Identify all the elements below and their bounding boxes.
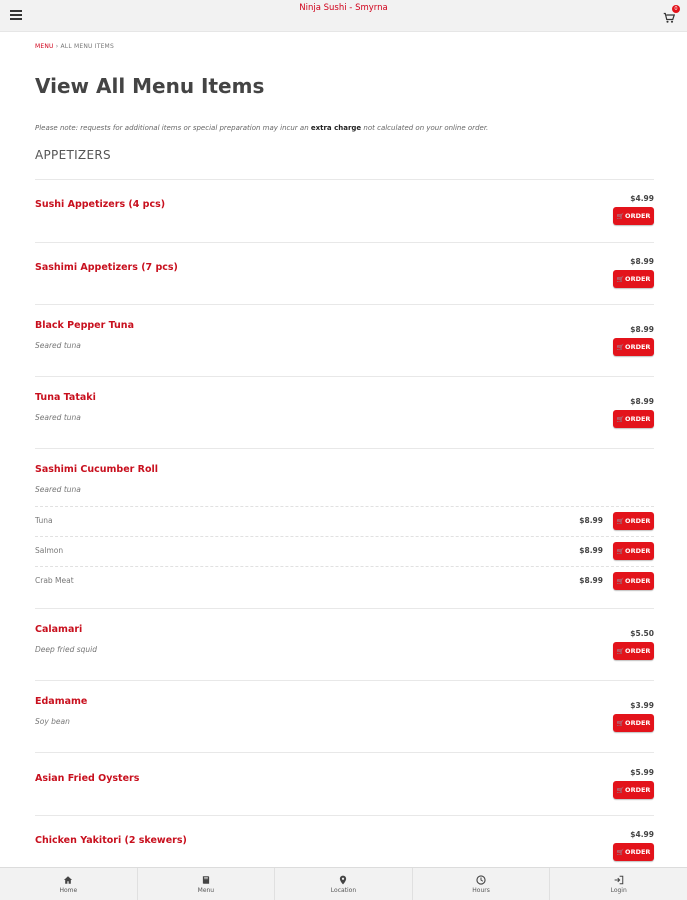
divider [35, 448, 654, 449]
cart-icon: 🛒 [616, 518, 625, 525]
variant-name: Salmon [35, 546, 64, 555]
tab-label: Login [610, 887, 627, 894]
breadcrumb-current: ALL MENU ITEMS [60, 43, 114, 50]
cart-icon: 🛒 [616, 344, 625, 351]
order-button[interactable] [613, 572, 654, 590]
variant-price: $8.99 [579, 516, 603, 525]
item-description: Seared tuna [35, 413, 81, 422]
map-pin-icon [338, 875, 348, 885]
order-button[interactable] [613, 207, 654, 225]
clock-icon [476, 875, 486, 885]
cart-button[interactable] [663, 6, 678, 23]
cart-icon: 🛒 [616, 648, 625, 655]
divider [35, 376, 654, 377]
item-description: Seared tuna [35, 341, 81, 350]
cart-icon: 🛒 [616, 548, 625, 555]
cart-icon: 🛒 [616, 720, 625, 727]
sign-in-icon [614, 875, 624, 885]
order-button[interactable] [613, 714, 654, 732]
variant-name: Tuna [35, 516, 53, 525]
item-name[interactable]: Black Pepper Tuna [35, 320, 134, 331]
cart-icon: 🛒 [616, 787, 625, 794]
item-name[interactable]: Edamame [35, 696, 88, 707]
item-price: $8.99 [630, 257, 654, 266]
order-button[interactable] [613, 642, 654, 660]
order-button[interactable] [613, 512, 654, 530]
order-button[interactable] [613, 781, 654, 799]
divider [35, 608, 654, 609]
item-price: $4.99 [630, 194, 654, 203]
item-price: $5.99 [630, 768, 654, 777]
variant-price: $8.99 [579, 576, 603, 585]
tab-label: Home [59, 887, 78, 894]
divider [35, 752, 654, 753]
home-icon [63, 875, 73, 885]
item-name[interactable]: Sashimi Appetizers (7 pcs) [35, 262, 178, 273]
order-button-label: ORDER [625, 343, 651, 351]
breadcrumb [35, 43, 114, 50]
item-variant-row [35, 506, 654, 536]
order-button-label: ORDER [625, 517, 651, 525]
item-name[interactable]: Calamari [35, 624, 83, 635]
cart-icon: 🛒 [616, 416, 625, 423]
item-name[interactable]: Tuna Tataki [35, 392, 96, 403]
item-description: Soy bean [35, 717, 70, 726]
note-bold-text: extra charge [310, 124, 362, 132]
item-description: Deep fried squid [35, 645, 97, 654]
tab-label: Hours [472, 887, 490, 894]
tab-label: Menu [197, 887, 215, 894]
item-price: $5.50 [630, 629, 654, 638]
note-text-after: not calculated on your online order. [363, 124, 489, 132]
tab-menu[interactable] [138, 868, 276, 900]
tab-label: Location [330, 887, 357, 894]
order-button[interactable] [613, 542, 654, 560]
item-price: $8.99 [630, 325, 654, 334]
breadcrumb-separator: › [55, 43, 59, 50]
page-title: View All Menu Items [35, 74, 265, 98]
top-bar [0, 0, 687, 32]
order-button-label: ORDER [625, 848, 651, 856]
cart-icon: 🛒 [616, 849, 625, 856]
order-button-label: ORDER [625, 577, 651, 585]
order-button-label: ORDER [625, 719, 651, 727]
order-button-label: ORDER [625, 275, 651, 283]
tab-login[interactable] [550, 868, 687, 900]
cart-icon: 🛒 [616, 276, 625, 283]
item-name[interactable]: Sashimi Cucumber Roll [35, 464, 159, 475]
order-button[interactable] [613, 410, 654, 428]
divider [35, 815, 654, 816]
note-text-before: Please note: requests for additional items or special preparation may incur an [35, 124, 309, 132]
app-title: Ninja Sushi - Smyrna [299, 3, 388, 13]
cart-icon [663, 12, 675, 24]
item-price: $4.99 [630, 830, 654, 839]
order-button-label: ORDER [625, 786, 651, 794]
tab-location[interactable] [275, 868, 413, 900]
order-button-label: ORDER [625, 415, 651, 423]
divider [35, 680, 654, 681]
item-variant-row [35, 566, 654, 596]
item-name[interactable]: Sushi Appetizers (4 pcs) [35, 199, 166, 210]
order-button-label: ORDER [625, 647, 651, 655]
bottom-tab-bar [0, 867, 687, 900]
section-title: APPETIZERS [35, 148, 111, 162]
cart-count-badge: 0 [672, 5, 680, 13]
item-description: Seared tuna [35, 485, 81, 494]
variant-name: Crab Meat [35, 576, 74, 585]
order-button-label: ORDER [625, 212, 651, 220]
item-price: $8.99 [630, 397, 654, 406]
cart-icon: 🛒 [616, 578, 625, 585]
tab-hours[interactable] [413, 868, 551, 900]
order-button[interactable] [613, 843, 654, 861]
item-name[interactable]: Chicken Yakitori (2 skewers) [35, 835, 187, 846]
cart-icon: 🛒 [616, 213, 625, 220]
order-button[interactable] [613, 338, 654, 356]
divider [35, 242, 654, 243]
item-name[interactable]: Asian Fried Oysters [35, 773, 140, 784]
order-button[interactable] [613, 270, 654, 288]
order-note [35, 124, 488, 132]
breadcrumb-menu-link[interactable]: MENU [35, 43, 54, 50]
divider [35, 304, 654, 305]
book-icon [201, 875, 211, 885]
tab-home[interactable] [0, 868, 138, 900]
item-variant-row [35, 536, 654, 566]
order-button-label: ORDER [625, 547, 651, 555]
variant-price: $8.99 [579, 546, 603, 555]
item-price: $3.99 [630, 701, 654, 710]
divider [35, 179, 654, 180]
